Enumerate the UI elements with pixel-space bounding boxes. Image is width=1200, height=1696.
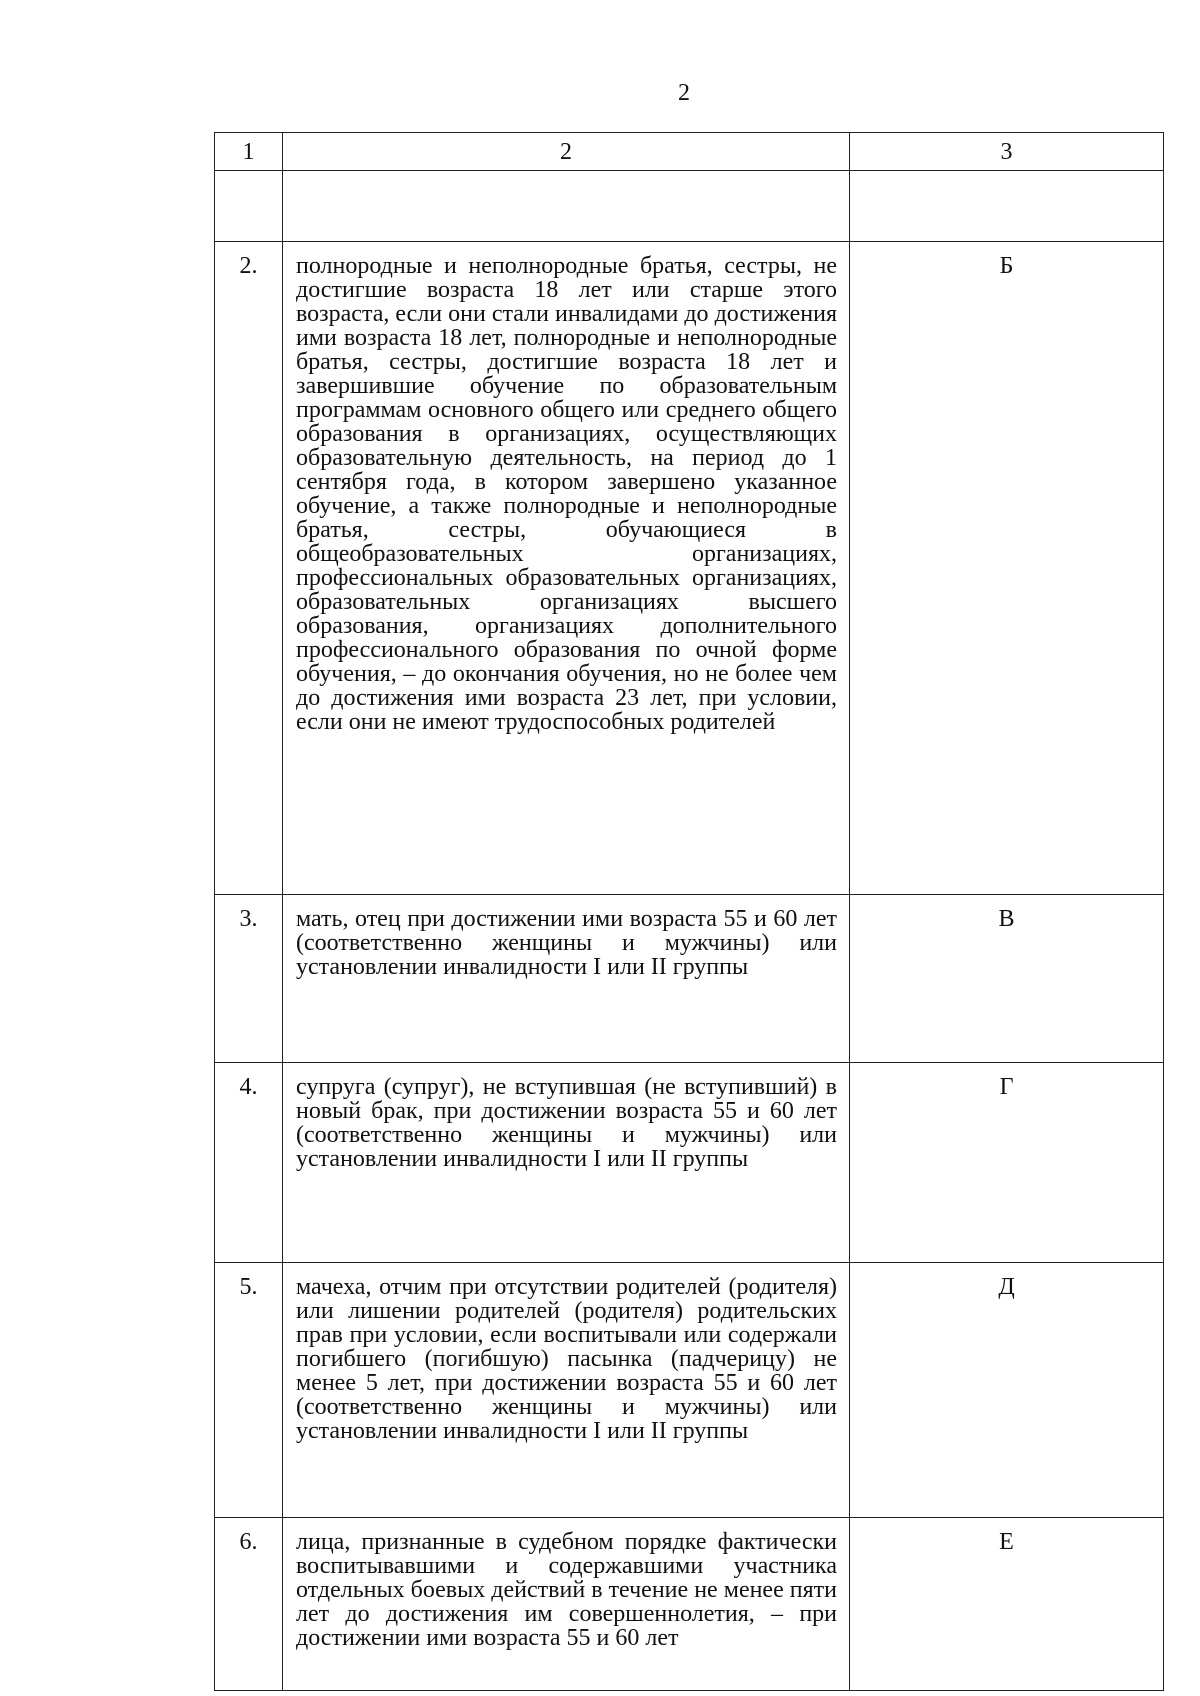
row-category: В [850,895,1164,1063]
table-empty-row [215,171,1164,242]
row-description: полнородные и неполнородные братья, сестры, не достигшие возраста 18 лет или старше этого возраста, если они стали инвалидами до достижения ими возраста 18 лет, полнородные и неполнородные братья, сестры, достигшие возраста 18 лет и завершившие обучение по образовательным программам основного общего или среднего общего образования в организациях, осуществляющих образовательную деятельность, на период до 1 сентября года, в котором завершено указанное обучение, а также полнородные и неполнородные братья, сестры, обучающиеся в общеобразовательных организациях, профессиональных образовательных организациях, образовательных организациях высшего образования, организациях дополнительного профессионального образования по очной форме обучения, – до окончания обучения, но не более чем до достижения ими возраста 23 лет, при условии, если они не имеют трудоспособных родителей [283,242,850,895]
table-row [215,242,1164,895]
table-header-row [215,133,1164,171]
row-number: 4. [215,1063,283,1263]
row-number: 2. [215,242,283,895]
document-table [214,132,1164,1691]
row-category: Е [850,1518,1164,1691]
row-category: Б [850,242,1164,895]
row-description: мачеха, отчим при отсутствии родителей (родителя) или лишении родителей (родителя) родительских прав при условии, если воспитывали или содержали погибшего (погибшую) пасынка (падчерицу) не менее 5 лет, при достижении возраста 55 и 60 лет (соответственно женщины и мужчины) или установлении инвалидности I или II группы [283,1263,850,1518]
row-number: 3. [215,895,283,1063]
table-row [215,895,1164,1063]
row-category: Д [850,1263,1164,1518]
table-row [215,1263,1164,1518]
empty-cell [215,171,283,242]
table-row [215,1063,1164,1263]
header-cell-2: 2 [283,133,850,171]
header-cell-3: 3 [850,133,1164,171]
row-category: Г [850,1063,1164,1263]
page-number: 2 [678,80,690,106]
row-description: супруга (супруг), не вступившая (не вступивший) в новый брак, при достижении возраста 55 и 60 лет (соответственно женщины и мужчины) или установлении инвалидности I или II группы [283,1063,850,1263]
table-row [215,1518,1164,1691]
row-number: 5. [215,1263,283,1518]
row-description: лица, признанные в судебном порядке фактически воспитывавшими и содержавшими участника отдельных боевых действий в течение не менее пяти лет до достижения им совершеннолетия, – при достижении ими возраста 55 и 60 лет [283,1518,850,1691]
row-number: 6. [215,1518,283,1691]
empty-cell [850,171,1164,242]
row-description: мать, отец при достижении ими возраста 55 и 60 лет (соответственно женщины и мужчины) или установлении инвалидности I или II группы [283,895,850,1063]
header-cell-1: 1 [215,133,283,171]
empty-cell [283,171,850,242]
